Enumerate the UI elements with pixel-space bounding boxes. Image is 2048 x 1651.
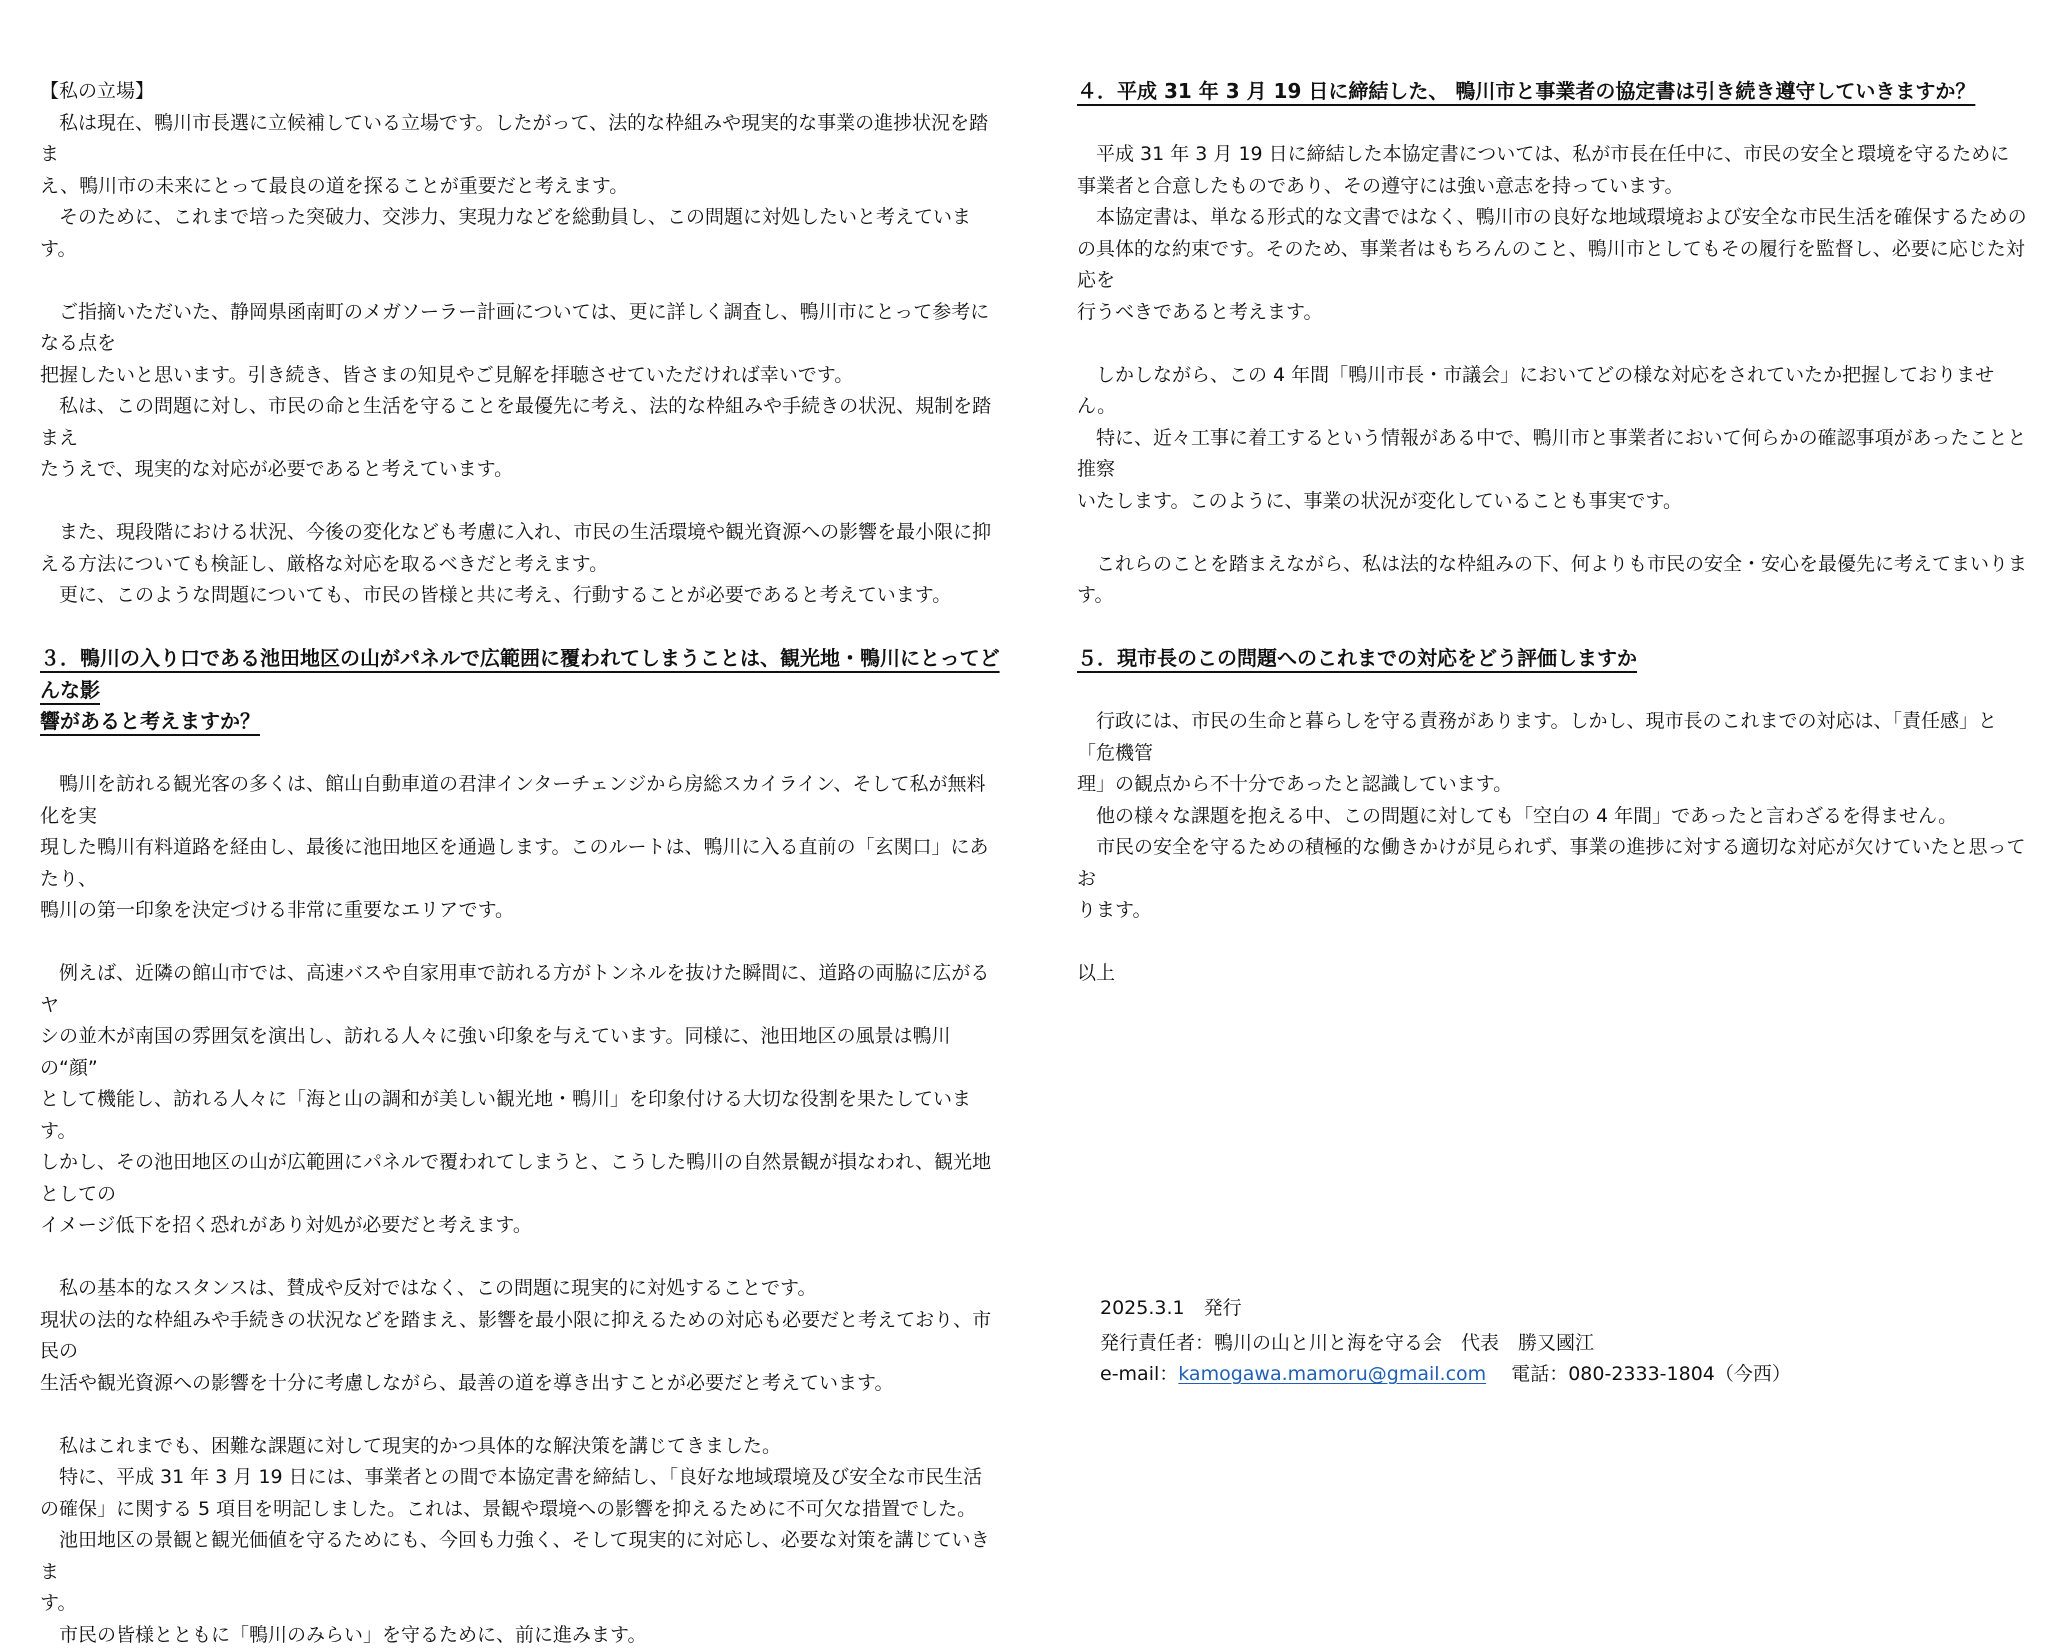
closing-text: 以上 bbox=[1077, 958, 2027, 990]
left-paragraph-3: また、現段階における状況、今後の変化なども考慮に入れ、市民の生活環境や観光資源への影響を最小限に抑 える方法についても検証し、厳格な対応を取るべきだと考えます。 更に、このような問題についても、市民の皆様と共に考え、行動することが必要であると考えています。 bbox=[40, 517, 1000, 612]
right-paragraph-1: 平成 31 年 3 月 19 日に締結した本協定書については、私が市長在任中に、市民の安全と環境を守るために 事業者と合意したものであり、その遵守には強い意志を持っています。 本協定書は、単なる形式的な文書ではなく、鴨川市の良好な地域環境および安全な市民生活を確保するための の具体的な約束です。そのため、事業者はもちろんのこと、鴨川市としてもその履行を監督し、必要に応じた対応を 行うべきであると考えます。 bbox=[1077, 139, 2027, 328]
left-paragraph-6: 私の基本的なスタンスは、賛成や反対ではなく、この問題に現実的に対処することです。 現状の法的な枠組みや手続きの状況などを踏まえ、影響を最小限に抑えるための対応も必要だと考えており、市民の 生活や観光資源への影響を十分に考慮しながら、最善の道を導き出すことが必要だと考えています。 bbox=[40, 1273, 1000, 1399]
left-paragraph-5: 例えば、近隣の館山市では、高速バスや自家用車で訪れる方がトンネルを抜けた瞬間に、道路の両脇に広がるヤ シの並木が南国の雰囲気を演出し、訪れる人々に強い印象を与えています。同様に、池田地区の風景は鴨川の“顔” として機能し、訪れる人々に「海と山の調和が美しい観光地・鴨川」を印象付ける大切な役割を果たしています。 しかし、その池田地区の山が広範囲にパネルで覆われてしまうと、こうした鴨川の自然景観が損なわれ、観光地としての イメージ低下を招く恐れがあり対処が必要だと考えます。 bbox=[40, 958, 1000, 1242]
left-column bbox=[40, 76, 1000, 1651]
right-paragraph-4: 行政には、市民の生命と暮らしを守る責務があります。しかし、現市長のこれまでの対応は、「責任感」と「危機管 理」の観点から不十分であったと認識しています。 他の様々な課題を抱える中、この問題に対しても「空白の 4 年間」であったと言わざるを得ません。 市民の安全を守るための積極的な働きかけが見られず、事業の進捗に対する適切な対応が欠けていたと思ってお ります。 bbox=[1077, 706, 2027, 927]
left-paragraph-2: ご指摘いただいた、静岡県函南町のメガソーラー計画については、更に詳しく調査し、鴨川市にとって参考になる点を 把握したいと思います。引き続き、皆さまの知見やご見解を拝聴させていただければ幸いです。 私は、この問題に対し、市民の命と生活を守ることを最優先に考え、法的な枠組みや手続きの状況、規制を踏まえ たうえで、現実的な対応が必要であると考えています。 bbox=[40, 297, 1000, 486]
question-4-heading: ４．平成 31 年 3 月 19 日に締結した、 鴨川市と事業者の協定書は引き続き遵守していきますか？ bbox=[1077, 76, 2027, 108]
question-3-heading: ３．鴨川の入り口である池田地区の山がパネルで広範囲に覆われてしまうことは、観光地・鴨川にとってどんな影 響があると考えますか？ bbox=[40, 643, 1000, 738]
right-paragraph-3: これらのことを踏まえながら、私は法的な枠組みの下、何よりも市民の安全・安心を最優先に考えてまいります。 bbox=[1077, 549, 2027, 612]
left-paragraph-1: 私は現在、鴨川市長選に立候補している立場です。したがって、法的な枠組みや現実的な事業の進捗状況を踏ま え、鴨川市の未来にとって最良の道を探ることが重要だと考えます。 そのために、これまで培った突破力、交渉力、実現力などを総動員し、この問題に対処したいと考えています。 bbox=[40, 108, 1000, 266]
email-link[interactable]: kamogawa.mamoru@gmail.com bbox=[1178, 1363, 1486, 1385]
issue-date: 2025.3.1 発行 bbox=[1100, 1293, 1791, 1324]
contact-line bbox=[1100, 1359, 1791, 1390]
phone: 電話：080-2333-1804（今西） bbox=[1486, 1363, 1791, 1385]
question-5-heading: ５．現市長のこの問題へのこれまでの対応をどう評価しますか bbox=[1077, 643, 2027, 675]
left-paragraph-4: 鴨川を訪れる観光客の多くは、館山自動車道の君津インターチェンジから房総スカイライン、そして私が無料化を実 現した鴨川有料道路を経由し、最後に池田地区を通過します。このルートは、鴨川に入る直前の「玄関口」にあたり、 鴨川の第一印象を決定づける非常に重要なエリアです。 bbox=[40, 769, 1000, 927]
footer bbox=[1100, 1293, 1791, 1390]
right-column bbox=[1077, 76, 2027, 990]
left-paragraph-7: 私はこれまでも、困難な課題に対して現実的かつ具体的な解決策を講じてきました。 特に、平成 31 年 3 月 19 日には、事業者との間で本協定書を締結し、「良好な地域環境及び安全な市民生活 の確保」に関する 5 項目を明記しました。これは、景観や環境への影響を抑えるために不可欠な措置でした。 池田地区の景観と観光価値を守るためにも、今回も力強く、そして現実的に対応し、必要な対策を講じていきま す。 市民の皆様とともに「鴨川のみらい」を守るために、前に進みます。 bbox=[40, 1431, 1000, 1651]
email-label: e-mail： bbox=[1100, 1363, 1178, 1385]
right-paragraph-2: しかしながら、この 4 年間「鴨川市長・市議会」においてどの様な対応をされていたか把握しておりません。 特に、近々工事に着工するという情報がある中で、鴨川市と事業者において何らかの確認事項があったことと推察 いたします。このように、事業の状況が変化していることも事実です。 bbox=[1077, 360, 2027, 518]
publisher: 発行責任者：鴨川の山と川と海を守る会 代表 勝又國江 bbox=[1100, 1328, 1791, 1359]
intro-heading: 【私の立場】 bbox=[40, 76, 1000, 108]
